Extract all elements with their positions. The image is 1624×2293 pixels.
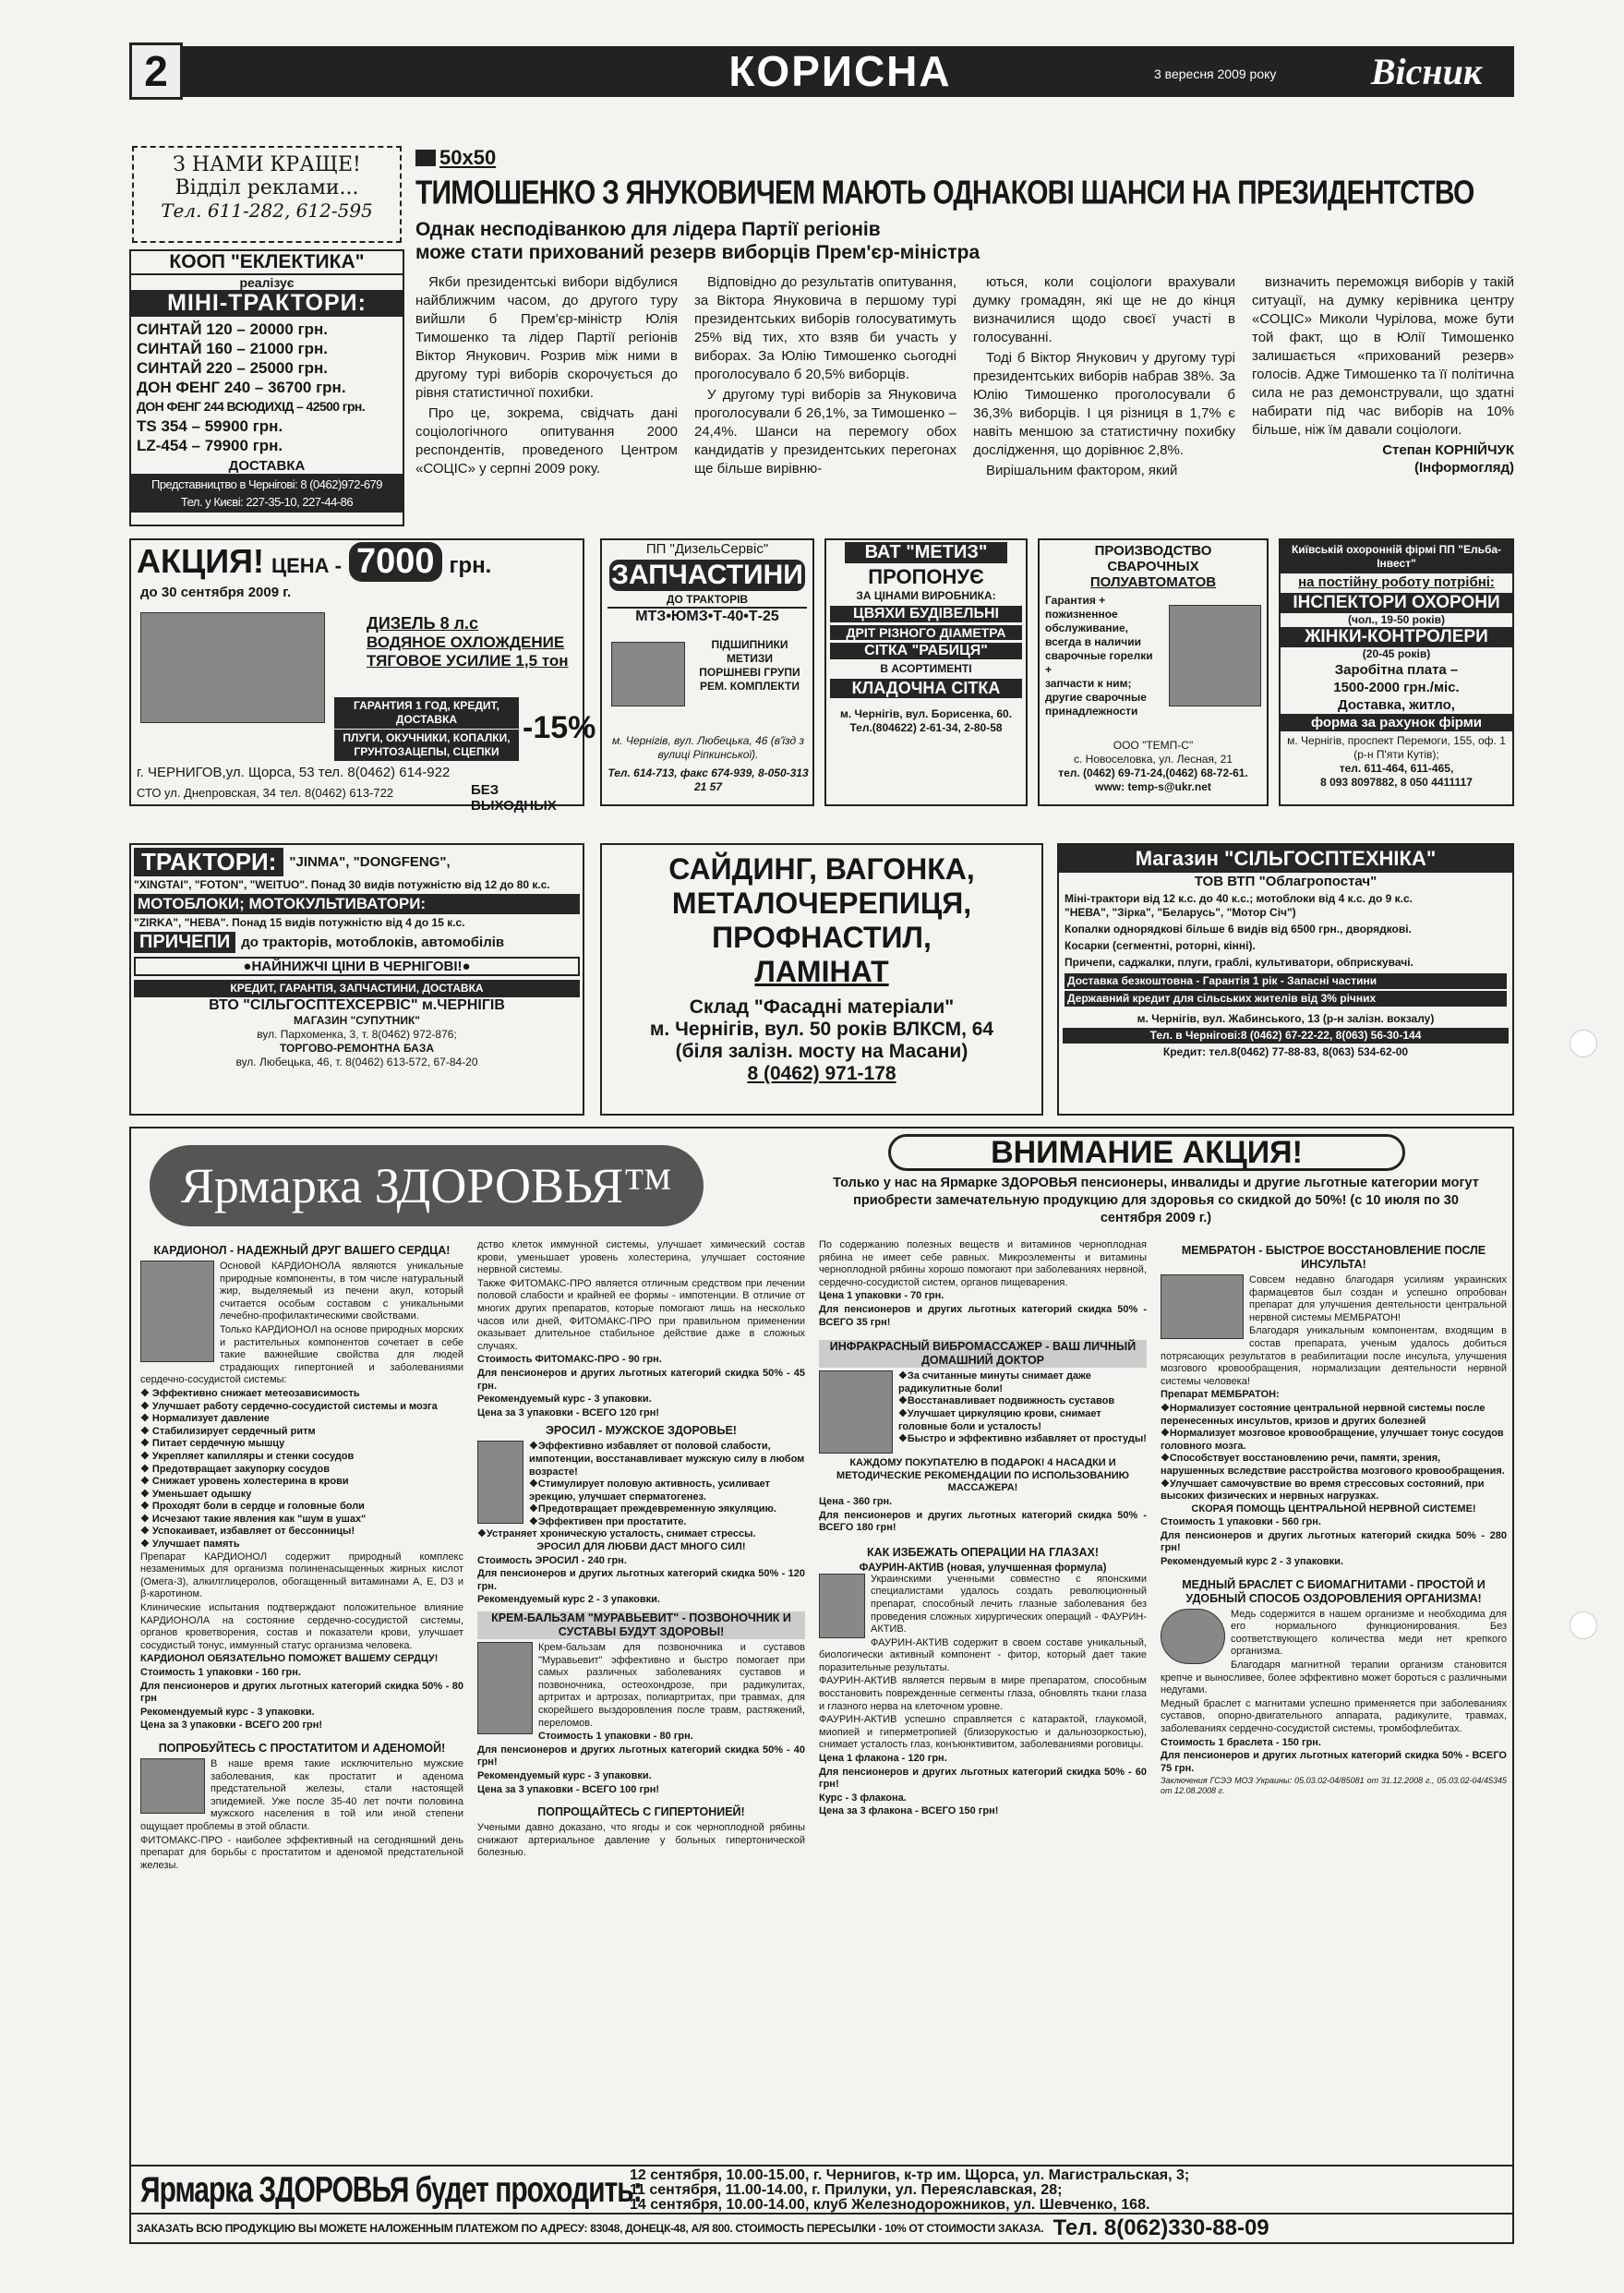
- product-price: Стоимость 1 упаковки - 80 грн.: [538, 1731, 693, 1743]
- akcia-price-label: ЦЕНА -: [271, 554, 342, 577]
- price-item: ДОН ФЕНГ 240 – 36700 грн.: [137, 379, 346, 396]
- health-column-1: [140, 1239, 463, 1873]
- product-text: Клинические испытания подтверждают положительное влияние КАРДИОНОЛА на состояние сердечно-сосудистой системы, органов кроветворения, состав и показатели крови, улучшает сосудистый тонус, иммунный статус организма человека.: [140, 1602, 463, 1651]
- product-heading: МЕДНЫЙ БРАСЛЕТ С БИОМАГНИТАМИ - ПРОСТОЙ И УДОБНЫЙ СПОСОБ ОЗДОРОВЛЕНИЯ ОРГАНИЗМА!: [1182, 1577, 1486, 1605]
- product-text: Украинскими ученными совместно с японскими специалистами удалось создать революционный препарат, способный лечить глазные заболевания без проведения сложных хирургических операций - ФАУРИН-АКТИВ.: [871, 1573, 1147, 1635]
- traktory-base: ТОРГОВО-РЕМОНТНА БАЗА: [279, 1042, 435, 1055]
- product-benefit: ❖ Улучшает память: [140, 1539, 240, 1551]
- health-fair-title: Ярмарка ЗДОРОВЬЯ™: [150, 1145, 704, 1226]
- metiz-product: СІТКА "РАБИЦЯ": [830, 643, 1022, 659]
- elba-phone: тел. 611-464, 611-465,: [1339, 762, 1454, 775]
- health-column-4: [1161, 1239, 1507, 1797]
- product-text: КАРДИОНОЛ ОБЯЗАТЕЛЬНО ПОМОЖЕТ ВАШЕМУ СЕРДЦУ!: [140, 1653, 439, 1665]
- muravevit-photo: [477, 1642, 533, 1734]
- akcia-title: АКЦИЯ!: [137, 542, 265, 580]
- paragraph: Якби президентські вибори відбулися найближчим часом, до другого туру вийшли б Прем'єр-міністр Юлія Тимошенко та лідер Партії регіонів Віктор Янукович. Розрив між ними в другому турі виборів скорочується до рівня статистичної похибки.: [415, 274, 678, 401]
- temp-title-line: СВАРОЧНЫХ: [1107, 559, 1199, 574]
- product-text: ФАУРИН-АКТИВ содержит в своем составе уникальный, биологически активный компонент - фитор, который дает такие поразительные результаты.: [819, 1636, 1147, 1673]
- eklektika-contacts: [131, 474, 403, 513]
- paragraph: Про це, зокрема, свідчать дані соціологічного опитування 2000 респондентів, проведеного Центром «СОЦІС» у серпні 2009 року.: [415, 405, 678, 477]
- schedule-list: [630, 2168, 1189, 2213]
- elba-head: Київській охоронній фірмі ПП "Ельба-Інвест": [1281, 540, 1512, 573]
- silgosp-line: Копалки однорядкові більше 6 видів від 6500 грн., дворядкові.: [1065, 923, 1412, 935]
- elba-salary: Заробітна плата –: [1334, 662, 1459, 678]
- product-benefit: ❖Быстро и эффективно избавляет от простуды!: [898, 1433, 1147, 1445]
- product-text: Только КАРДИОНОЛ на основе природных морских и растительных компонентов сочетает в себе такие важнейшие свойства для людей страдающих гипертонией и заболеваниями сердечно-сосудистой системы:: [140, 1323, 463, 1386]
- dizel-item: ПІДШИПНИКИ: [711, 638, 788, 651]
- product-text: Совсем недавно благодаря усилиям украинских фармацевтов был создан и успешно опробован препарат для улучшения деятельности центральной нервной системы МЕМБРАТОН!: [1249, 1274, 1507, 1323]
- product-benefit: ❖Эффективен при простатите.: [529, 1515, 687, 1527]
- product-price: Цена за 3 упаковки - ВСЕГО 120 грн!: [477, 1406, 660, 1418]
- dizelservis-ad: [600, 538, 814, 806]
- silgosp-phone: Тел. в Чернігові:8 (0462) 67-22-22, 8(063) 56-30-144: [1063, 1028, 1509, 1044]
- dizel-company: ПП "ДизельСервіс": [645, 541, 769, 557]
- dizel-sub: ДО ТРАКТОРІВ: [607, 593, 807, 609]
- page-number: 2: [129, 42, 183, 100]
- metiz-product: КЛАДОЧНА СІТКА: [830, 679, 1022, 698]
- product-heading: МЕМБРАТОН - БЫСТРОЕ ВОССТАНОВЛЕНИЕ ПОСЛЕ ИНСУЛЬТА!: [1181, 1244, 1486, 1271]
- product-benefit: ❖ Нормализует давление: [140, 1413, 270, 1425]
- temp-company: ООО "ТЕМП-С": [1113, 739, 1194, 752]
- siding-warehouse: Склад "Фасадні матеріали": [689, 996, 955, 1018]
- product-text: Благодаря магнитной терапии организм становится крепче и выносливее, более эффективно может бороться с различными недугами.: [1161, 1659, 1507, 1696]
- product-benefit: ❖ Успокаивает, избавляет от бессонницы!: [140, 1526, 355, 1538]
- health-action-title: ВНИМАНИЕ АКЦИЯ!: [888, 1134, 1405, 1171]
- article-body: [415, 273, 1514, 482]
- product-heading: ПОПРОБУЙТЕСЬ С ПРОСТАТИТОМ И АДЕНОМОЙ!: [158, 1741, 446, 1755]
- product-benefit: ❖Стимулирует половую активность, усиливает эрекцию, улучшает сперматогенез.: [529, 1478, 771, 1503]
- product-price: Курс - 3 флакона.: [819, 1792, 907, 1804]
- traktory-trailers: ПРИЧЕПИ: [134, 932, 235, 953]
- health-fair-ad: [129, 1127, 1514, 2244]
- traktory-title: ТРАКТОРИ:: [134, 848, 283, 876]
- binder-hole: [1570, 1611, 1597, 1639]
- traktory-vto: ВТО "СІЛЬГОСПТЕХСЕРВІС" м.ЧЕРНІГІВ: [209, 997, 505, 1013]
- product-text: Благодаря уникальным компонентам, входящим в состав препарата, ученым удалось добиться потрясающих результатов в реабилитации после инсульта, улучшения мозгового кровообращения, нормализации деятельности нервной системы человека!: [1161, 1325, 1507, 1387]
- certificate-note: Заключения ГСЭЭ МОЗ Украины: 05.03.02-04/85081 от 31.12.2008 г., 05.03.02-04/45345 от 12.08.2008 г.: [1161, 1776, 1507, 1796]
- metiz-title: ВАТ "МЕТИЗ": [845, 542, 1007, 563]
- product-text: Крем-бальзам для позвоночника и суставов "Муравьевит" эффективно и быстро помогает при самых различных заболеваниях суставов и позвоночника, остеохондрозе, при радикулитах, артритах и артрозах, полиартритах, при травмах, для скорейшего выздоровления после травм, растяжений, переломов.: [538, 1642, 805, 1729]
- dizel-models: МТЗ•ЮМЗ•Т-40•Т-25: [635, 609, 779, 624]
- temp-web: www: temp-s@ukr.net: [1095, 780, 1211, 793]
- product-price: Рекомендуемый курс - 3 упаковки.: [477, 1769, 652, 1781]
- product-heading: КАРДИОНОЛ - НАДЕЖНЫЙ ДРУГ ВАШЕГО СЕРДЦА!: [153, 1244, 451, 1257]
- health-action-text: Только у нас на Ярмарке ЗДОРОВЬЯ пенсионеры, инвалиды и другие льготные категории могут приобрести замечательную продукцию для здоровья со скидкой до 50%! (с 10 июля по 30 сентября 2009 г.): [833, 1176, 1479, 1225]
- metiz-sub: ЗА ЦІНАМИ ВИРОБНИКА:: [856, 589, 996, 602]
- ad-department-box: [132, 146, 402, 243]
- elba-position-note: (20-45 років): [1362, 647, 1431, 660]
- product-text: В наше время такие исключительно мужские заболевания, как простатит и аденома предстательной железы, стали настоящей эпидемией. Уже после 35-40 лет почти половина мужского населения в той или иной степени ощущает проблемы в этой области.: [140, 1757, 463, 1832]
- product-benefit: ❖Устраняет хроническую усталость, снимает стрессы.: [477, 1528, 756, 1540]
- product-benefit: ❖Улучшает циркуляцию крови, снимает головные боли и усталость!: [898, 1407, 1101, 1432]
- eklektika-delivery: ДОСТАВКА: [228, 458, 306, 474]
- dizel-item: ПОРШНЕВІ ГРУПИ: [699, 666, 800, 679]
- product-slogan: СКОРАЯ ПОМОЩЬ ЦЕНТРАЛЬНОЙ НЕРВНОЙ СИСТЕМЕ!: [1191, 1503, 1476, 1515]
- dizel-title: ЗАПЧАСТИНИ: [609, 560, 805, 591]
- elba-address: м. Чернігів, проспект Перемоги, 155, оф. 1 (р-н П'яти Кутів);: [1287, 734, 1506, 761]
- akcia-price: 7000: [349, 542, 442, 582]
- price-item: СИНТАЙ 120 – 20000 грн.: [137, 320, 329, 338]
- section-title: КОРИСНА: [728, 47, 952, 95]
- membraton-photo: [1161, 1274, 1244, 1339]
- article-title: ТИМОШЕНКО З ЯНУКОВИЧЕМ МАЮТЬ ОДНАКОВІ ШАНСИ НА ПРЕЗИДЕНТСТВО: [415, 175, 1474, 211]
- prostate-photo: [140, 1758, 205, 1814]
- paragraph: ються, коли соціологи врахували думку громадян, які ще не до кінця визначилися щодо своєї участі в голосуванні.: [973, 274, 1235, 345]
- product-text: ФАУРИН-АКТИВ успешно справляется с катарактой, глаукомой, миопией и гиперметропией (близорукостью и дальнозоркостью), снимает усталость глаз, конъюнктивитом, заболеваниями роговицы.: [819, 1714, 1147, 1751]
- massager-photo: [819, 1370, 893, 1454]
- dizel-address: м. Чернігів, вул. Любецька, 46 (в'їзд з вулиці Ріпкинської).: [611, 734, 804, 761]
- traktory-moto: МОТОБЛОКИ; МОТОКУЛЬТИВАТОРИ:: [134, 894, 580, 914]
- product-price: Для пенсионеров и других льготных категорий скидка 50% - 60 грн!: [819, 1766, 1147, 1791]
- traktory-shop: МАГАЗИН "СУПУТНИК": [294, 1014, 420, 1027]
- eklektika-kyiv: Тел. у Києві: 227-35-10, 227-44-86: [180, 495, 354, 509]
- silgosp-line: Причепи, саджалки, плуги, граблі, культиватори, обприскувачі.: [1065, 956, 1413, 969]
- elba-salary-amount: 1500-2000 грн./міс.: [1333, 680, 1460, 695]
- akcia-feature: ДИЗЕЛЬ 8 л.с: [367, 614, 479, 633]
- siding-product: МЕТАЛОЧЕРЕПИЦЯ,: [671, 887, 972, 920]
- schedule-title: Ярмарка ЗДОРОВЬЯ будет проходить:: [140, 2170, 642, 2210]
- product-heading: КАК ИЗБЕЖАТЬ ОПЕРАЦИИ НА ГЛАЗАХ!: [866, 1545, 1100, 1559]
- tractor-photo: [140, 612, 325, 723]
- akcia-guarantee: ГАРАНТИЯ 1 ГОД, КРЕДИТ, ДОСТАВКА: [334, 697, 519, 729]
- product-price: Цена 1 флакона - 120 грн.: [819, 1753, 947, 1765]
- product-benefit: ❖Нормализует состояние центральной нервной системы после перенесенных инсультов, кризов и других болезней: [1161, 1402, 1486, 1427]
- traktory-brands2: "XINGTAI", "FOTON", "WEITUO". Понад 30 видів потужністю від 12 до 80 к.с.: [134, 878, 550, 891]
- newspaper-logo: Вісник: [1370, 51, 1483, 92]
- health-column-2: [477, 1239, 805, 1861]
- product-benefit: ❖ Стабилизирует сердечный ритм: [140, 1425, 316, 1437]
- silgosp-line: "НЕВА", "Зірка", "Беларусь", "Мотор Січ"): [1065, 906, 1296, 919]
- traktory-lowprice: ●НАЙНИЖЧІ ЦІНИ В ЧЕРНІГОВІ!●: [134, 957, 580, 976]
- product-price: Цена за 3 упаковки - ВСЕГО 200 грн!: [140, 1720, 323, 1732]
- product-benefit: ❖Способствует восстановлению речи, памяти, зрения, нарушенных вследствие расстройства мозгового кровообращения.: [1161, 1453, 1505, 1477]
- temp-item: всегда в наличии сварочные горелки +: [1045, 635, 1153, 676]
- akcia-discount: -15%: [523, 710, 596, 745]
- product-benefit: ❖Эффективно избавляет от половой слабости, импотенции, восстанавливает мужскую силу в любом возрасте!: [529, 1441, 805, 1478]
- order-text: ЗАКАЗАТЬ ВСЮ ПРОДУКЦИЮ ВЫ МОЖЕТЕ НАЛОЖЕННЫМ ПЛАТЕЖОМ ПО АДРЕСУ: 83048, ДОНЕЦК-48, А/Я 800. СТОИМОСТЬ ПЕРЕСЫЛКИ - 10% ОТ СТОИМОСТИ ЗАКАЗА.: [137, 2222, 1044, 2235]
- eklektika-ad: [129, 249, 404, 526]
- paragraph: У другому турі виборів за Януковича проголосували б 26,1%, за Тимошенко – 24,4%. Шанси на перемогу обох кандидатів у президентських перегонах ще більше вирівню-: [694, 387, 956, 477]
- product-benefit: ❖ Эффективно снижает метеозависимость: [140, 1387, 360, 1399]
- silgosp-line: Міні-трактори від 12 к.с. до 40 к.с.; мотоблоки від 4 к.с. до 9 к.с.: [1065, 892, 1413, 905]
- traktory-base-addr: вул. Любецька, 46, т. 8(0462) 613-572, 67-84-20: [235, 1056, 478, 1068]
- product-price: Цена 1 упаковки - 70 грн.: [819, 1290, 944, 1302]
- product-price: Для пенсионеров и других льготных категорий скидка 50% - 120 грн.: [477, 1568, 805, 1592]
- welding-machine-photo: [1169, 605, 1261, 706]
- temp-s-ad: [1038, 538, 1269, 806]
- siding-product: САЙДИНГ, ВАГОНКА,: [668, 852, 975, 886]
- metiz-address: м. Чернігів, вул. Борисенка, 60.: [839, 707, 1013, 720]
- traktory-brands: "JINMA", "DONGFENG",: [289, 854, 451, 870]
- schedule-item: 14 сентября, 10.00-14.00, клуб Железнодорожников, ул. Шевченко, 168.: [630, 2197, 1150, 2213]
- price-item: LZ-454 – 79900 грн.: [137, 437, 283, 454]
- metiz-offer: ПРОПОНУЄ: [868, 565, 984, 588]
- price-item: TS 354 – 59900 грн.: [137, 417, 283, 435]
- product-price: Для пенсионеров и других льготных категорий скидка 50% - 40 грн!: [477, 1744, 805, 1768]
- product-price: Стоимость ФИТОМАКС-ПРО - 90 грн.: [477, 1354, 662, 1366]
- product-price: Цена - 360 грн.: [819, 1495, 893, 1507]
- product-price: Для пенсионеров и других льготных категорий скидка 50% - ВСЕГО 180 грн!: [819, 1509, 1147, 1534]
- product-benefit: ❖ Питает сердечную мышцу: [140, 1438, 285, 1450]
- article-subtitle: Однак несподіванкою для лідера Партії регіонів: [415, 219, 881, 240]
- dizel-items: [690, 638, 810, 694]
- product-benefit: ❖ Исчезают такие явления как "шум в ушах": [140, 1513, 367, 1525]
- schedule-item: 12 сентября, 10.00-15.00, г. Чернигов, к-тр им. Щорса, ул. Магистральская, 3;: [630, 2167, 1190, 2183]
- product-benefit: ❖ Укрепляет капилляры и стенки сосудов: [140, 1450, 355, 1462]
- traktory-shop-addr: вул. Пархоменка, 3, т. 8(0462) 972-876;: [257, 1028, 457, 1041]
- product-benefit: ❖ Проходят боли в сердце и головные боли: [140, 1501, 365, 1513]
- elba-position: ІНСПЕКТОРИ ОХОРОНИ: [1281, 593, 1512, 613]
- paragraph: Вирішальним фактором, який: [986, 463, 1178, 478]
- temp-phone: тел. (0462) 69-71-24,(0462) 68-72-61.: [1058, 766, 1248, 779]
- elba-position: ЖІНКИ-КОНТРОЛЕРИ: [1281, 627, 1512, 647]
- product-benefit: ❖ Улучшает работу сердечно-сосудистой системы и мозга: [140, 1400, 438, 1412]
- akcia-until: до 30 сентября 2009 г.: [140, 585, 292, 600]
- elba-position-note: (чол., 19-50 років): [1347, 613, 1446, 626]
- product-subheading: ФАУРИН-АКТИВ (новая, улучшенная формула): [859, 1562, 1107, 1574]
- product-heading: КРЕМ-БАЛЬЗАМ "МУРАВЬЕВИТ" - ПОЗВОНОЧНИК И СУСТАВЫ БУДУТ ЗДОРОВЫ!: [477, 1611, 805, 1639]
- metiz-phone: Тел.(804622) 2-61-34, 2-80-58: [849, 721, 1003, 734]
- metiz-range: В АСОРТИМЕНТІ: [880, 662, 972, 675]
- eklektika-title: КООП "ЕКЛЕКТИКА": [131, 251, 403, 275]
- silgosp-line: Доставка безкоштовна - Гарантія 1 рік - Запасні частини: [1065, 973, 1507, 989]
- eklektika-sub: реалізує: [239, 275, 295, 290]
- product-benefit: ❖ Снижает уровень холестерина в крови: [140, 1476, 349, 1488]
- product-heading: ИНФРАКРАСНЫЙ ВИБРОМАССАЖЕР - ВАШ ЛИЧНЫЙ ДОМАШНИЙ ДОКТОР: [819, 1340, 1147, 1368]
- product-price: Для пенсионеров и других льготных категорий скидка 50% - 80 грн: [140, 1680, 463, 1705]
- akcia-features: [367, 614, 579, 670]
- temp-item: пожизненное обслуживание,: [1045, 608, 1128, 634]
- product-price: Стоимость 1 упаковки - 560 грн.: [1161, 1516, 1321, 1528]
- product-price: Рекомендуемый курс - 3 упаковки.: [140, 1706, 315, 1718]
- bracelet-photo: [1161, 1609, 1225, 1664]
- temp-item: запчасти к ним;: [1045, 677, 1132, 690]
- product-price: Для пенсионеров и других льготных категорий скидка 50% - ВСЕГО 75 грн.: [1161, 1750, 1507, 1774]
- traktory-credit: КРЕДИТ, ГАРАНТІЯ, ЗАПЧАСТИНИ, ДОСТАВКА: [134, 980, 580, 997]
- temp-list: [1040, 590, 1160, 722]
- akcia-nodays: БЕЗ ВЫХОДНЫХ: [471, 782, 557, 814]
- price-item: ДОН ФЕНГ 244 ВСЮДИХІД – 42500 грн.: [137, 399, 366, 414]
- metiz-product: ЦВЯХИ БУДІВЕЛЬНІ: [830, 606, 1022, 622]
- metiz-product: ДРІТ РІЗНОГО ДІАМЕТРА: [830, 625, 1022, 640]
- elba-need: на постійну роботу потрібні:: [1298, 574, 1495, 590]
- product-price: Для пенсионеров и других льготных категорий скидка 50% - 280 грн!: [1161, 1529, 1507, 1554]
- product-gift: КАЖДОМУ ПОКУПАТЕЛЮ В ПОДАРОК! 4 НАСАДКИ И МЕТОДИЧЕСКИЕ РЕКОМЕНДАЦИИ ПО ИСПОЛЬЗОВАНИЮ МАССАЖЕРА!: [836, 1457, 1129, 1494]
- ad-dept-title: Відділ реклами...: [174, 176, 359, 199]
- product-text: Препарат МЕМБРАТОН:: [1161, 1389, 1280, 1401]
- elba-job-ad: [1279, 538, 1514, 806]
- article-rubric: 50x50: [439, 146, 497, 169]
- ad-dept-phone: Тел. 611-282, 612-595: [161, 199, 373, 222]
- issue-date: 3 вересня 2009 року: [1154, 66, 1277, 81]
- product-benefit: ❖ Предотвращает закупорку сосудов: [140, 1463, 330, 1475]
- product-text: Препарат КАРДИОНОЛ содержит природный комплекс незаменимых для организма полиненасыщенных жирных кислот (Омега-3), алкилглицеролов, обогащенный витаминами А, Е, D3 и β-каротином.: [140, 1551, 463, 1600]
- price-item: СИНТАЙ 220 – 25000 грн.: [137, 359, 329, 377]
- temp-title-line: ПРОИЗВОДСТВО: [1094, 543, 1212, 559]
- silgosp-line: Косарки (сегментні, роторні, кінні).: [1065, 939, 1256, 952]
- silgosp-line: Державний кредит для сільських жителів від 3% річних: [1065, 991, 1507, 1007]
- temp-item: другие сварочные принадлежности: [1045, 691, 1147, 718]
- traktory-ad: [129, 843, 584, 1116]
- silgosp-title: Магазин "СІЛЬГОСПТЕХНІКА": [1059, 845, 1512, 873]
- product-benefit: ❖ Уменьшает одышку: [140, 1488, 252, 1500]
- traktory-trailers2: до тракторів, мотоблоків, автомобілів: [241, 935, 505, 950]
- product-benefit: ❖За считанные минуты снимает даже радикулитные боли!: [898, 1370, 1091, 1394]
- siding-product: ЛАМІНАТ: [754, 955, 889, 988]
- product-benefit: ❖Предотвращает преждевременную эякуляцию.: [529, 1503, 776, 1515]
- temp-address: с. Новоселовка, ул. Лесная, 21: [1073, 753, 1233, 766]
- akcia-accessories: ПЛУГИ, ОКУЧНИКИ, КОПАЛКИ, ГРУНТОЗАЦЕПЫ, СЦЕПКИ: [334, 730, 519, 761]
- silgosp-credit-phone: Кредит: тел.8(0462) 77-88-83, 8(063) 534-62-00: [1162, 1045, 1409, 1058]
- health-column-3: [819, 1239, 1147, 1819]
- product-price: Для пенсионеров и других льготных категорий скидка 50% - 45 грн.: [477, 1367, 805, 1392]
- siding-product: ПРОФНАСТИЛ,: [712, 921, 932, 954]
- temp-title-line: ПОЛУАВТОМАТОВ: [1089, 574, 1217, 590]
- akcia-sto: СТО ул. Днепровская, 34 тел. 8(0462) 613-722: [137, 786, 394, 800]
- product-text: Медный браслет с магнитами успешно применяется при заболеваниях суставов, опорно-двигательного аппарата, радикулите, травмах, заболеваниях сердечно-сосудистой системы, тромбофлебитах.: [1161, 1697, 1507, 1734]
- paragraph: Тоді б Віктор Янукович у другому турі президентських виборів набрав 38%. За Юлію Тимошенко проголосували б 36,3% виборців. І ця різниця в 1,7% є навіть меншою за статистичну похибку дослідження, що дорівнює 2,8%.: [973, 350, 1235, 458]
- schedule-bar: [131, 2165, 1512, 2211]
- schedule-item: 11 сентября, 11.00-14.00, г. Прилуки, ул. Переяславская, 28;: [630, 2182, 1063, 2198]
- product-text: Также ФИТОМАКС-ПРО является отличным средством при лечении половой слабости и крайней ее формы - импотенции. В отличие от многих других препаратов, которые помогают лишь на несколько часов или дней, ФИТОМАКС-ПРО при правильном применении оказывает длительное стабильное действие даже в сложных случаях.: [477, 1277, 805, 1352]
- faurin-photo: [819, 1574, 865, 1638]
- siding-ad: [600, 843, 1043, 1116]
- akcia-currency: грн.: [449, 553, 492, 578]
- product-price: Стоимость 1 браслета - 150 грн.: [1161, 1736, 1321, 1748]
- product-benefit: ❖Улучшает самочувствие во время стрессовых состояний, при высоких физических и нервных нагрузках.: [1161, 1478, 1485, 1503]
- dizel-item: МЕТИЗИ: [726, 652, 774, 665]
- akcia-feature: ТЯГОВОЕ УСИЛИЕ 1,5 тон: [367, 652, 569, 670]
- silgosp-address: м. Чернігів, вул. Жабинського, 13 (р-н залізн. вокзалу): [1137, 1012, 1435, 1025]
- product-text: Основой КАРДИОНОЛА являются уникальные природные компоненты, в том числе натуральный жир, выделяемый из печени акул, который считается особым составом с уникальными лечебно-профилактическими свойствами.: [220, 1261, 463, 1322]
- akcia-address: г. ЧЕРНИГОВ,ул. Щорса, 53 тел. 8(0462) 614-922: [137, 765, 451, 780]
- product-heading: ПОПРОЩАЙТЕСЬ С ГИПЕРТОНИЕЙ!: [537, 1805, 745, 1819]
- product-price: Рекомендуемый курс - 3 упаковки.: [477, 1394, 652, 1406]
- siding-address: м. Чернігів, вул. 50 років ВЛКСМ, 64: [649, 1019, 994, 1040]
- eklektika-list: [131, 317, 403, 458]
- kardionol-photo: [140, 1261, 214, 1362]
- paragraph: Відповідно до результатів опитування, за Віктора Януковича в першому турі президентських виборів голосуватимуть 25% від тих, хто взяв би участь у виборах. За Юлію Тимошенко сьогодні проголосувало б 20,5% виборців.: [694, 274, 956, 382]
- product-heading: ЭРОСИЛ - МУЖСКОЕ ЗДОРОВЬЕ!: [546, 1424, 737, 1438]
- product-text: Медь содержится в нашем организме и необходима для его нормального функционирования. Без соответствующего количества меди нет крепкого организма.: [1231, 1608, 1507, 1658]
- product-price: Рекомендуемый курс 2 - 3 упаковки.: [477, 1594, 660, 1606]
- elba-phone: 8 093 8097882, 8 050 4411117: [1320, 776, 1473, 789]
- product-price: Для пенсионеров и других льготных категорий скидка 50% - ВСЕГО 35 грн!: [819, 1303, 1147, 1328]
- siding-address-note: (біля залізн. мосту на Масани): [675, 1041, 968, 1062]
- politics-article: [415, 146, 1514, 525]
- product-slogan: ЭРОСИЛ ДЛЯ ЛЮБВИ ДАСТ МНОГО СИЛ!: [536, 1541, 746, 1553]
- product-text: ФИТОМАКС-ПРО - наиболее эффективный на сегодняшний день препарат для борьбы с простатитом и аденомой предстательной железы.: [140, 1834, 463, 1871]
- product-price: Стоимость 1 упаковки - 160 грн.: [140, 1667, 301, 1678]
- silgosptekhnika-ad: [1057, 843, 1514, 1116]
- article-author: Степан КОРНІЙЧУК: [1382, 442, 1514, 458]
- eklektika-head: МІНІ-ТРАКТОРИ:: [131, 290, 403, 317]
- product-text: Учеными давно доказано, что ягоды и сок черноплодной рябины снижают артериальное давление у больных гипертонической болезнью.: [477, 1822, 805, 1859]
- silgosp-company: ТОВ ВТП "Облагропостач": [1194, 874, 1377, 889]
- temp-contacts: [1040, 739, 1267, 794]
- rubric-marker-icon: [415, 150, 436, 166]
- temp-title: [1040, 543, 1267, 590]
- product-price: Цена за 3 упаковки - ВСЕГО 100 грн!: [477, 1783, 660, 1795]
- akcia-tractor-ad: [129, 538, 596, 814]
- order-bar: [131, 2213, 1512, 2242]
- product-price: Цена за 3 флакона - ВСЕГО 150 грн!: [819, 1805, 999, 1817]
- akcia-feature: ВОДЯНОЕ ОХЛОЖДЕНИЕ: [367, 634, 565, 651]
- ad-dept-slogan: З НАМИ КРАЩЕ!: [173, 153, 361, 176]
- product-price: Стоимость ЭРОСИЛ - 240 грн.: [477, 1554, 627, 1566]
- product-text: По содержанию полезных веществ и витаминов черноплодная рябина не имеет себе равных. Микроэлементы и витамины черноплодной рябины хорошо помогают при заболеваниях нервной, сердечно-сосудистой систем, органов пищеварения.: [819, 1239, 1147, 1288]
- erosil-photo: [477, 1441, 523, 1524]
- tractor-photo: [611, 642, 685, 706]
- dizel-phone: Тел. 614-713, факс 674-939, 8-050-313 21 57: [607, 766, 809, 793]
- temp-item: Гарантия +: [1045, 594, 1106, 607]
- paragraph: визначить переможця виборів у такій ситуації, на думку керівника центру «СОЦІС» Миколи Чурілова, може бути той факт, що в Юлії Тимошенко залишається «прихований резерв» голосів. Адже Тимошенко та її політична сила не раз демонстрували, що здатні набирати під час виборів на 10% більше, ніж їм давали соціологи.: [1252, 274, 1514, 438]
- article-subtitle: може стати прихований резерв виборців Прем'єр-міністра: [415, 242, 980, 263]
- siding-phone: 8 (0462) 971-178: [747, 1063, 896, 1084]
- metiz-ad: [824, 538, 1028, 806]
- traktory-moto2: "ZIRKA", "НЕВА". Понад 15 видів потужністю від 4 до 15 к.с.: [134, 916, 465, 929]
- product-benefit: ❖Восстанавливает подвижность суставов: [898, 1395, 1115, 1407]
- dizel-item: РЕМ. КОМПЛЕКТИ: [700, 680, 800, 693]
- order-phone: Тел. 8(062)330-88-09: [1053, 2215, 1269, 2240]
- binder-hole: [1570, 1030, 1597, 1057]
- elba-benefits: форма за рахунок фірми: [1281, 714, 1512, 731]
- product-text: дство клеток иммунной системы, улучшает химический состав крови, уменьшает уровень холестерина, улучшает состояние нервной системы.: [477, 1239, 805, 1276]
- product-price: Рекомендуемый курс 2 - 3 упаковки.: [1161, 1556, 1343, 1568]
- article-source: (Інформогляд): [1413, 460, 1514, 476]
- product-text: ФАУРИН-АКТИВ является первым в мире препаратом, способным восстановить поврежденные сегменты глаза, обновлять ткани глаза и глазного нерва на клеточном уровне.: [819, 1675, 1147, 1712]
- elba-benefits: Доставка, житло,: [1338, 697, 1455, 713]
- price-item: СИНТАЙ 160 – 21000 грн.: [137, 340, 329, 357]
- eklektika-rep: Представництво в Чернігові: 8 (0462)972-679: [150, 477, 383, 491]
- product-benefit: ❖Нормализует мозговое кровообращение, улучшает тонус сосудов головного мозга.: [1161, 1428, 1504, 1452]
